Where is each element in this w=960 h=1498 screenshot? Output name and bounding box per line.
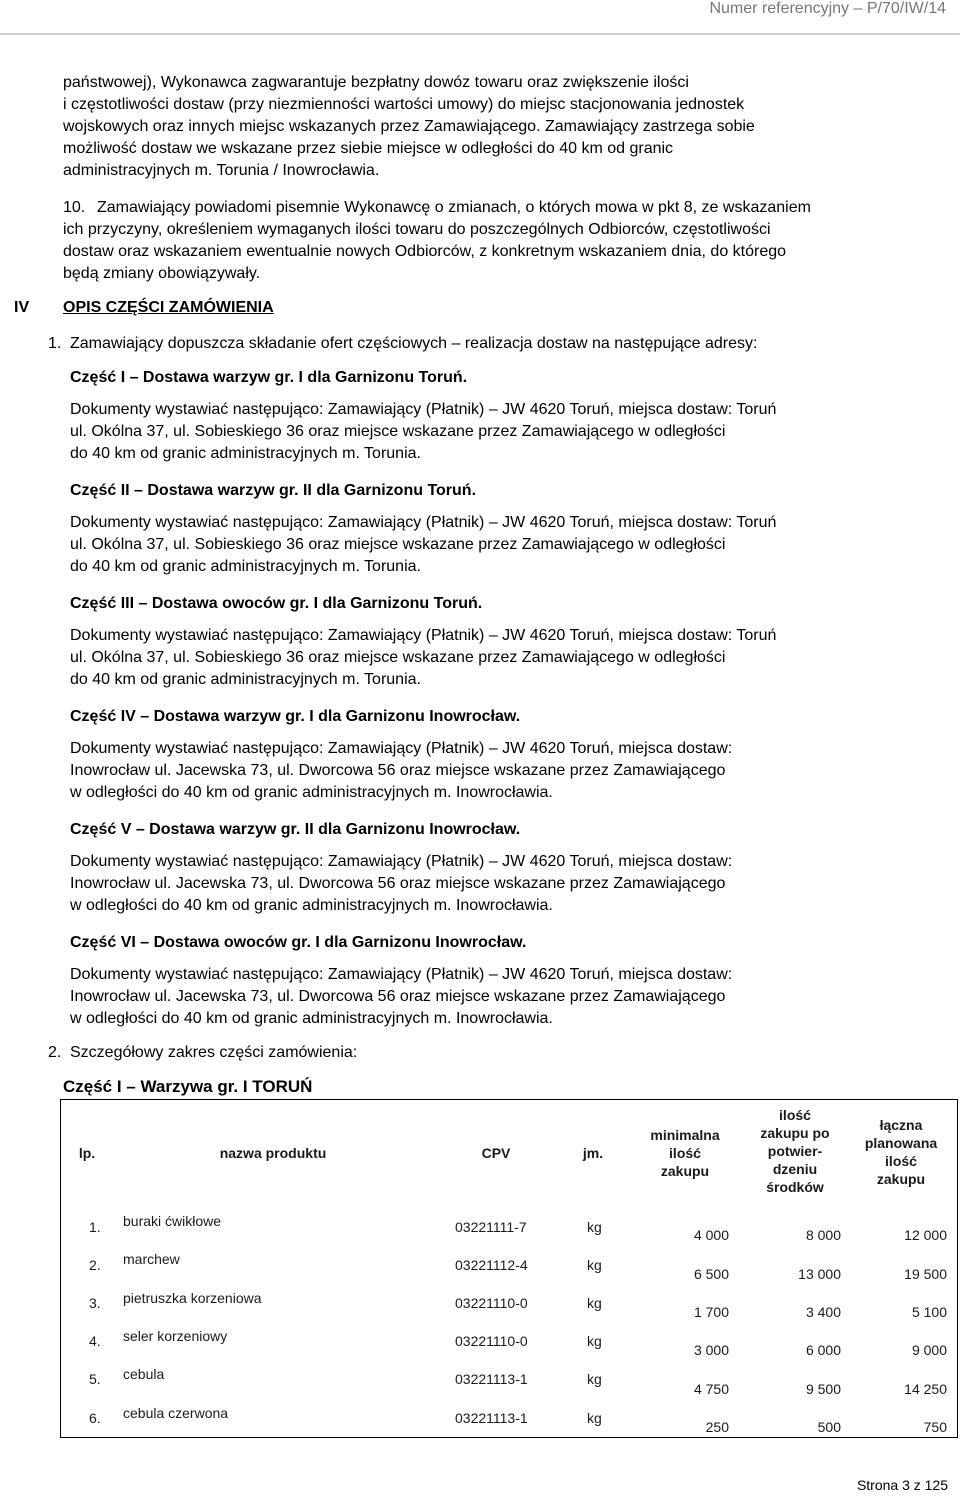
point-10-line: Zamawiający powiadomi pisemnie Wykonawcę o zmianach, o których mowa w pkt 8, ze wskazaniem — [97, 199, 811, 216]
col-header-lp: lp. — [78, 1145, 96, 1161]
cell-min: 4 000 — [693, 1227, 729, 1243]
col-header-name: nazwa produktu — [219, 1145, 327, 1161]
intro-paragraph — [63, 72, 948, 182]
section-number: IV — [14, 299, 30, 316]
col-header-unit: jm. — [582, 1145, 604, 1161]
cell-name: cebula — [123, 1366, 165, 1382]
cell-lp: 3. — [89, 1295, 101, 1311]
point-10-line: ich przyczyny, określeniem wymaganych ilości towaru do poszczególnych Odbiorców, częstotliwości — [63, 221, 771, 238]
part-line: w odległości do 40 km od granic administracyjnych m. Inowrocławia. — [70, 784, 553, 801]
part-3-title: Część III – Dostawa owoców gr. I dla Garnizonu Toruń. — [70, 595, 483, 612]
point-10-paragraph — [63, 197, 948, 285]
cell-name: pietruszka korzeniowa — [123, 1290, 262, 1306]
cell-cpv: 03221110-0 — [455, 1295, 528, 1311]
reference-number: Numer referencyjny – P/70/IW/14 — [709, 0, 946, 17]
cell-cpv: 03221110-0 — [455, 1333, 528, 1349]
col-header-total-line: ilość — [885, 1153, 917, 1169]
col-header-min-line: zakupu — [660, 1163, 710, 1179]
part-line: Dokumenty wystawiać następująco: Zamawiający (Płatnik) – JW 4620 Toruń, miejsca dostaw: — [70, 966, 733, 983]
cell-unit: kg — [587, 1219, 602, 1235]
col-header-min — [635, 1126, 735, 1180]
cell-unit: kg — [587, 1410, 602, 1426]
col-header-total-line: zakupu — [876, 1171, 926, 1187]
cell-cpv: 03221113-1 — [455, 1410, 528, 1426]
part-1-body — [70, 399, 948, 465]
cell-cpv: 03221111-7 — [455, 1219, 527, 1235]
part-5-body — [70, 851, 948, 917]
part-5-title: Część V – Dostawa warzyw gr. II dla Garnizonu Inowrocław. — [70, 821, 521, 838]
cell-lp: 4. — [89, 1333, 101, 1349]
col-header-add-line: zakupu po — [760, 1125, 830, 1141]
cell-min: 250 — [705, 1419, 729, 1435]
part-line: do 40 km od granic administracyjnych m. Torunia. — [70, 558, 421, 575]
cell-name: seler korzeniowy — [123, 1328, 228, 1344]
col-header-min-line: ilość — [669, 1145, 701, 1161]
point-10-line: będą zmiany obowiązywały. — [63, 265, 261, 282]
cell-unit: kg — [587, 1333, 602, 1349]
cell-cpv: 03221112-4 — [455, 1257, 528, 1273]
col-header-total — [851, 1116, 951, 1188]
item-1-number: 1. — [48, 335, 62, 352]
cell-min: 4 750 — [693, 1381, 729, 1397]
page-number: Strona 3 z 125 — [856, 1477, 948, 1493]
part-6-title: Część VI – Dostawa owoców gr. I dla Garnizonu Inowrocław. — [70, 934, 527, 951]
part-line: do 40 km od granic administracyjnych m. Torunia. — [70, 671, 421, 688]
col-header-add-line: dzeniu — [772, 1161, 818, 1177]
intro-line: możliwość dostaw we wskazane przez siebie miejsce w odległości do 40 km od granic — [63, 140, 674, 157]
cell-lp: 5. — [89, 1371, 101, 1387]
part-line: Dokumenty wystawiać następująco: Zamawiający (Płatnik) – JW 4620 Toruń, miejsca dostaw: Toruń — [70, 514, 777, 531]
cell-add: 6 000 — [805, 1342, 841, 1358]
part-line: ul. Okólna 37, ul. Sobieskiego 36 oraz miejsce wskazane przez Zamawiającego w odległości — [70, 649, 726, 666]
col-header-total-line: łączna — [879, 1117, 923, 1133]
item-2-number: 2. — [48, 1044, 62, 1061]
cell-unit: kg — [587, 1371, 602, 1387]
cell-total: 750 — [923, 1419, 947, 1435]
part-6-body — [70, 964, 948, 1030]
cell-unit: kg — [587, 1295, 602, 1311]
cell-total: 12 000 — [904, 1227, 947, 1243]
col-header-min-line: minimalna — [650, 1127, 720, 1143]
part-4-title: Część IV – Dostawa warzyw gr. I dla Garnizonu Inowrocław. — [70, 708, 521, 725]
point-10-number: 10. — [63, 199, 86, 216]
cell-min: 6 500 — [693, 1266, 729, 1282]
intro-line: państwowej), Wykonawca zagwarantuje bezpłatny dowóz towaru oraz zwiększenie ilości — [63, 74, 689, 91]
part-2-title: Część II – Dostawa warzyw gr. II dla Garnizonu Toruń. — [70, 482, 477, 499]
col-header-add-line: potwier- — [767, 1143, 823, 1159]
cell-unit: kg — [587, 1257, 602, 1273]
cell-add: 9 500 — [805, 1381, 841, 1397]
col-header-add-line: środków — [766, 1179, 824, 1195]
col-header-cpv: CPV — [481, 1145, 511, 1161]
item-2-text: Szczegółowy zakres części zamówienia: — [70, 1044, 358, 1061]
cell-name: cebula czerwona — [123, 1405, 229, 1421]
part-line: Dokumenty wystawiać następująco: Zamawiający (Płatnik) – JW 4620 Toruń, miejsca dostaw: — [70, 740, 733, 757]
intro-line: i częstotliwości dostaw (przy niezmienności wartości umowy) do miejsc stacjonowania jednostek — [63, 96, 745, 113]
cell-cpv: 03221113-1 — [455, 1371, 528, 1387]
section-title: OPIS CZĘŚCI ZAMÓWIENIA — [63, 299, 274, 316]
cell-add: 13 000 — [798, 1266, 841, 1282]
part-line: Dokumenty wystawiać następująco: Zamawiający (Płatnik) – JW 4620 Toruń, miejsca dostaw: Toruń — [70, 627, 777, 644]
cell-add: 8 000 — [805, 1227, 841, 1243]
cell-total: 19 500 — [904, 1266, 947, 1282]
cell-name: buraki ćwikłowe — [123, 1213, 222, 1229]
point-10-line: dostaw oraz wskazaniem ewentualnie nowych Odbiorców, z konkretnym wskazaniem dnia, do którego — [63, 243, 787, 260]
cell-name: marchew — [123, 1251, 180, 1267]
intro-line: wojskowych oraz innych miejsc wskazanych przez Zamawiającego. Zamawiający zastrzega sobie — [63, 118, 755, 135]
cell-total: 14 250 — [904, 1381, 947, 1397]
part-line: do 40 km od granic administracyjnych m. Torunia. — [70, 445, 421, 462]
cell-lp: 6. — [89, 1410, 101, 1426]
part-line: w odległości do 40 km od granic administracyjnych m. Inowrocławia. — [70, 1010, 553, 1027]
cell-lp: 1. — [89, 1219, 101, 1235]
part-line: Dokumenty wystawiać następująco: Zamawiający (Płatnik) – JW 4620 Toruń, miejsca dostaw: Toruń — [70, 401, 777, 418]
col-header-add — [745, 1106, 845, 1196]
col-header-total-line: planowana — [864, 1135, 938, 1151]
item-1-text: Zamawiający dopuszcza składanie ofert częściowych – realizacja dostaw na następujące adresy: — [70, 335, 758, 352]
part-line: ul. Okólna 37, ul. Sobieskiego 36 oraz miejsce wskazane przez Zamawiającego w odległości — [70, 423, 726, 440]
part-line: Inowrocław ul. Jacewska 73, ul. Dworcowa 56 oraz miejsce wskazane przez Zamawiającego — [70, 875, 726, 892]
cell-total: 9 000 — [911, 1342, 947, 1358]
part-3-body — [70, 625, 948, 691]
col-header-add-line: ilość — [779, 1107, 811, 1123]
table-heading: Część I – Warzywa gr. I TORUŃ — [63, 1077, 313, 1096]
part-2-body — [70, 512, 948, 578]
part-line: Dokumenty wystawiać następująco: Zamawiający (Płatnik) – JW 4620 Toruń, miejsca dostaw: — [70, 853, 733, 870]
part-line: w odległości do 40 km od granic administracyjnych m. Inowrocławia. — [70, 897, 553, 914]
part-line: Inowrocław ul. Jacewska 73, ul. Dworcowa 56 oraz miejsce wskazane przez Zamawiającego — [70, 988, 726, 1005]
part-line: Inowrocław ul. Jacewska 73, ul. Dworcowa 56 oraz miejsce wskazane przez Zamawiającego — [70, 762, 726, 779]
part-4-body — [70, 738, 948, 804]
header-divider — [0, 33, 960, 35]
cell-add: 500 — [817, 1419, 841, 1435]
cell-min: 3 000 — [693, 1342, 729, 1358]
cell-min: 1 700 — [693, 1304, 729, 1320]
cell-add: 3 400 — [805, 1304, 841, 1320]
products-table — [60, 1099, 958, 1438]
intro-line: administracyjnych m. Torunia / Inowrocławia. — [63, 162, 380, 179]
cell-total: 5 100 — [911, 1304, 947, 1320]
part-line: ul. Okólna 37, ul. Sobieskiego 36 oraz miejsce wskazane przez Zamawiającego w odległości — [70, 536, 726, 553]
part-1-title: Część I – Dostawa warzyw gr. I dla Garnizonu Toruń. — [70, 369, 468, 386]
cell-lp: 2. — [89, 1257, 101, 1273]
